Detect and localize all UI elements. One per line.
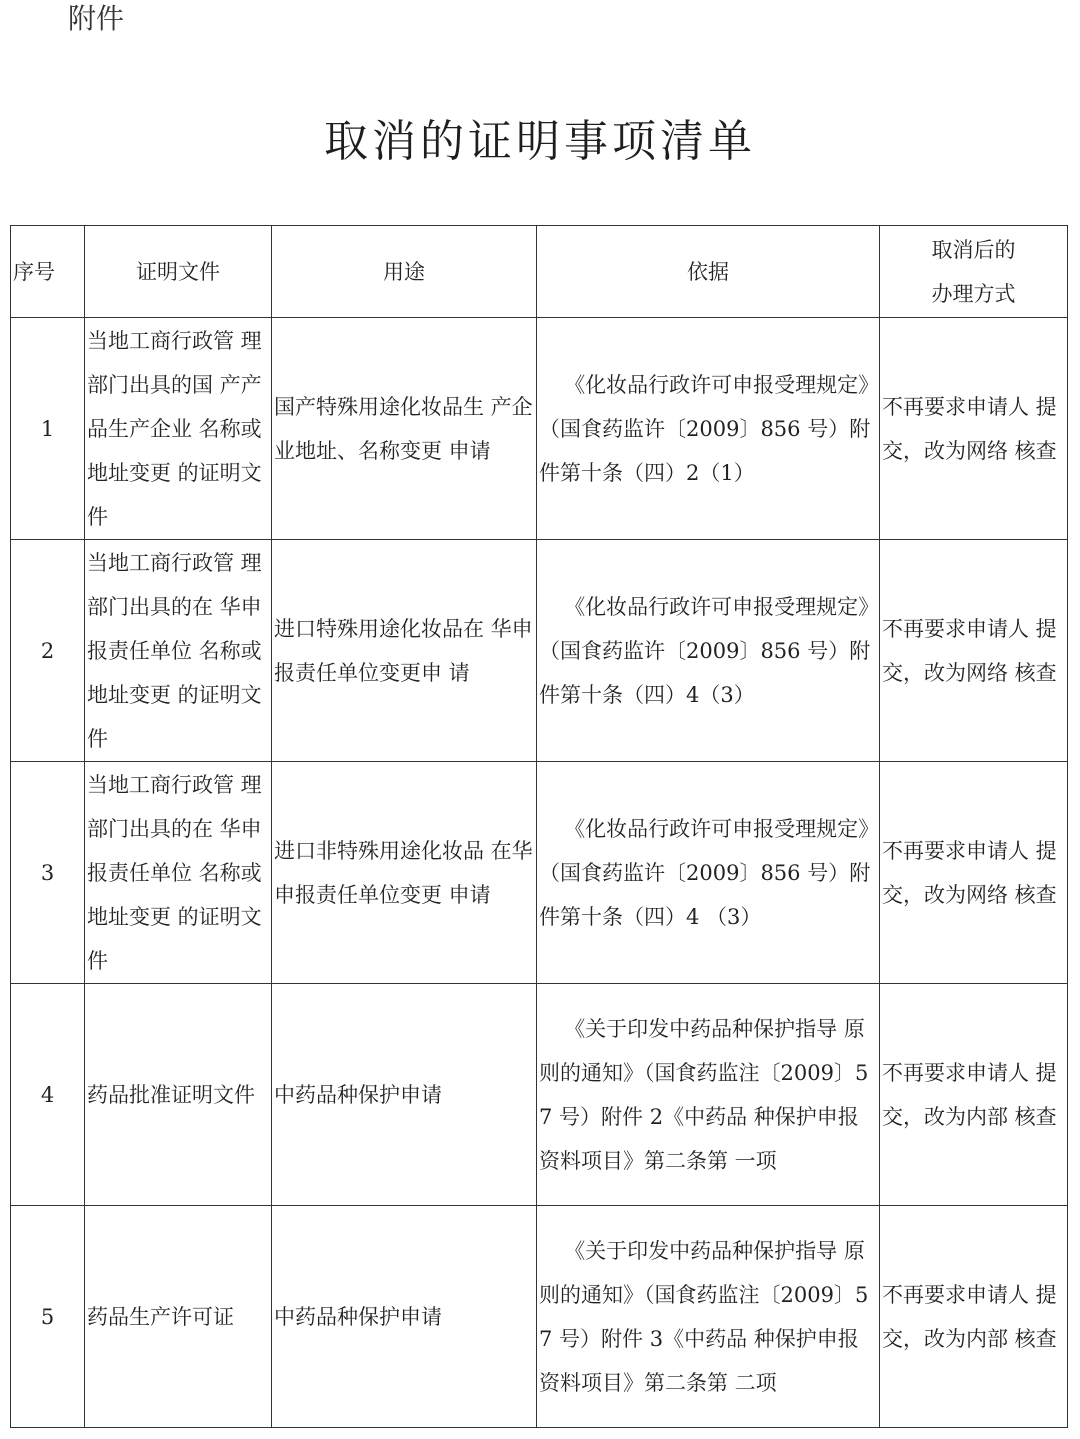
cell-basis [537, 762, 880, 984]
cell-basis [537, 540, 880, 762]
column-header-basis: 依据 [537, 226, 880, 318]
table-row [11, 318, 1068, 540]
table-row [11, 1206, 1068, 1428]
revocation-list-table [10, 225, 1068, 1428]
cell-method: 不再要求申请人 提交，改为内部 核查 [880, 1206, 1068, 1428]
cell-method: 不再要求申请人 提交，改为网络 核查 [880, 762, 1068, 984]
cell-seq: 2 [11, 540, 85, 762]
cell-seq: 5 [11, 1206, 85, 1428]
cell-basis-text: 《关于印发中药品种保护指导 原则的通知》（国食药监注〔2009〕57 号）附件 3《中药品 种保护申报资料项目》第二条第 二项 [539, 1238, 869, 1395]
document-title: 取消的证明事项清单 [324, 116, 756, 167]
attachment-label: 附件 [68, 2, 125, 35]
table-row [11, 984, 1068, 1206]
cell-method: 不再要求申请人 提交，改为网络 核查 [880, 318, 1068, 540]
cell-basis [537, 984, 880, 1206]
column-header-purpose: 用途 [272, 226, 537, 318]
cell-basis-text: 《关于印发中药品种保护指导 原则的通知》（国食药监注〔2009〕57 号）附件 2《中药品 种保护申报资料项目》第二条第 一项 [539, 1016, 869, 1173]
cell-purpose: 进口非特殊用途化妆品 在华申报责任单位变更 申请 [272, 762, 537, 984]
cell-document: 药品生产许可证 [85, 1206, 272, 1428]
cell-document: 当地工商行政管 理部门出具的在 华申报责任单位 名称或地址变更 的证明文件 [85, 762, 272, 984]
cell-purpose: 国产特殊用途化妆品生 产企业地址、名称变更 申请 [272, 318, 537, 540]
table-row [11, 762, 1068, 984]
cell-basis-text: 《化妆品行政许可申报受理规定》（国食药监许〔2009〕856 号）附件第十条（四）2（1） [539, 372, 871, 485]
column-header-method-line1: 取消后的 [931, 237, 1016, 262]
cell-basis [537, 318, 880, 540]
column-header-document: 证明文件 [85, 226, 272, 318]
cell-method: 不再要求申请人 提交，改为内部 核查 [880, 984, 1068, 1206]
column-header-method [880, 226, 1068, 318]
column-header-seq: 序号 [11, 226, 85, 318]
cell-document: 当地工商行政管 理部门出具的国 产产品生产企业 名称或地址变更 的证明文件 [85, 318, 272, 540]
cell-purpose: 进口特殊用途化妆品在 华申报责任单位变更申 请 [272, 540, 537, 762]
cell-basis-text: 《化妆品行政许可申报受理规定》（国食药监许〔2009〕856 号）附件第十条（四）4 （3） [539, 816, 871, 929]
cell-basis [537, 1206, 880, 1428]
cell-basis-text: 《化妆品行政许可申报受理规定》（国食药监许〔2009〕856 号）附件第十条（四）4（3） [539, 594, 871, 707]
cell-seq: 3 [11, 762, 85, 984]
cell-method: 不再要求申请人 提交，改为网络 核查 [880, 540, 1068, 762]
table-header-row [11, 226, 1068, 318]
table-row [11, 540, 1068, 762]
cell-seq: 1 [11, 318, 85, 540]
cell-purpose: 中药品种保护申请 [272, 1206, 537, 1428]
cell-seq: 4 [11, 984, 85, 1206]
cell-document: 当地工商行政管 理部门出具的在 华申报责任单位 名称或地址变更 的证明文件 [85, 540, 272, 762]
column-header-method-line2: 办理方式 [931, 281, 1016, 306]
cell-document: 药品批准证明文件 [85, 984, 272, 1206]
cell-purpose: 中药品种保护申请 [272, 984, 537, 1206]
